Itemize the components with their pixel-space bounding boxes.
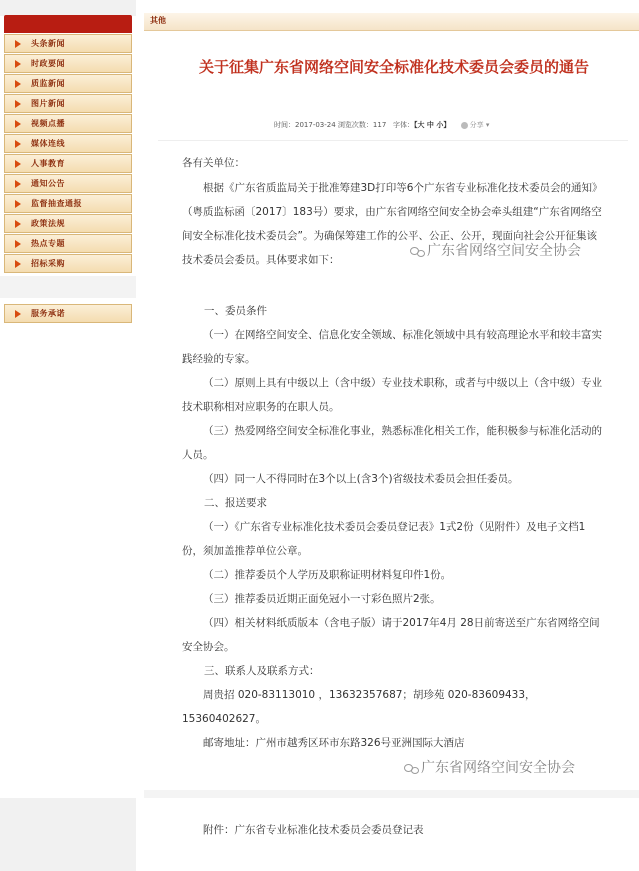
arrow-right-icon <box>15 200 21 208</box>
section-1-heading: 一、委员条件 <box>204 305 267 317</box>
arrow-right-icon <box>15 260 21 268</box>
left-sidebar <box>0 0 136 871</box>
section-3-heading: 三、联系人及联系方式： <box>204 665 320 677</box>
s2-item-3: （三）推荐委员近期正面免冠小一寸彩色照片2张。 <box>203 593 441 605</box>
views-label: 浏览次数： <box>337 121 373 129</box>
mailing-address: 邮寄地址：广州市越秀区环市东路326号亚洲国际大酒店 <box>203 737 465 749</box>
nav-item-inspection[interactable]: 监督抽查通报 <box>4 194 132 213</box>
arrow-right-icon <box>15 60 21 68</box>
time-label: 时间： <box>274 121 295 129</box>
nav-item-service-commitment[interactable]: 服务承诺 <box>4 304 132 323</box>
nav-menu <box>4 15 132 273</box>
nav-item-photo-news[interactable]: 图片新闻 <box>4 94 132 113</box>
s2-item-2: （二）推荐委员个人学历及职称证明材料复印件1份。 <box>203 569 452 581</box>
meta-divider <box>158 140 628 141</box>
watermark-1: 广东省网络空间安全协会 <box>410 240 581 260</box>
nav-item-media[interactable]: 媒体连线 <box>4 134 132 153</box>
salutation: 各有关单位： <box>182 157 245 169</box>
category-bar <box>144 13 639 31</box>
sidebar-bottom-band <box>0 798 136 871</box>
arrow-right-icon <box>15 220 21 228</box>
attachment-link[interactable]: 附件：广东省专业标准化技术委员会委员登记表 <box>203 824 424 836</box>
share-button[interactable]: 分享 ▾ <box>461 121 490 129</box>
nav-item-hr[interactable]: 人事教育 <box>4 154 132 173</box>
footer-band <box>144 790 639 798</box>
attachment-block <box>182 818 602 842</box>
wechat-icon <box>404 763 418 773</box>
nav-item-topics[interactable]: 热点专题 <box>4 234 132 253</box>
view-count: 117 <box>372 121 387 129</box>
nav-item-video[interactable]: 视频点播 <box>4 114 132 133</box>
section-2-heading: 二、报送要求 <box>204 497 267 509</box>
article-body <box>182 299 602 755</box>
nav-item-headline[interactable]: 头条新闻 <box>4 34 132 53</box>
category-label: 其他 <box>150 16 166 25</box>
nav-item-tender[interactable]: 招标采购 <box>4 254 132 273</box>
intro-paragraph: 根据《广东省质监局关于批准筹建3D打印等6个广东省专业标准化技术委员会的通知》（粤质监标函〔2017〕183号）要求，由广东省网络空间安全协会牵头组建“广东省网络空间安全标准化技术委员会”。为确保筹建工作的公平、公正、公开，现面向社会公开征集该技术委员会委员。具体要求如下： <box>182 182 602 266</box>
s1-item-1: （一）在网络空间安全、信息化安全领域、标准化领域中具有较高理论水平和较丰富实践经验的专家。 <box>182 329 602 365</box>
share-icon <box>461 122 468 129</box>
sidebar-top-band <box>0 0 136 16</box>
article-title: 关于征集广东省网络空间安全标准化技术委员会委员的通告 <box>198 58 589 76</box>
s1-item-2: （二）原则上具有中级以上（含中级）专业技术职称，或者与中级以上（含中级）专业技术职称相对应职务的在职人员。 <box>182 377 602 413</box>
arrow-right-icon <box>15 140 21 148</box>
arrow-right-icon <box>15 40 21 48</box>
nav-item-politics[interactable]: 时政要闻 <box>4 54 132 73</box>
nav-item-quality-news[interactable]: 质监新闻 <box>4 74 132 93</box>
s1-item-3: （三）热爱网络空间安全标准化事业，熟悉标准化相关工作，能积极参与标准化活动的人员。 <box>182 425 602 461</box>
article-panel <box>144 0 639 871</box>
publish-date: 2017-03-24 <box>295 121 336 129</box>
nav-item-notices[interactable]: 通知公告 <box>4 174 132 193</box>
arrow-right-icon <box>15 160 21 168</box>
service-menu <box>4 303 132 323</box>
font-size-switch[interactable]: 【大 中 小】 <box>413 121 451 129</box>
s1-item-4: （四）同一人不得同时在3个以上(含3个)省级技术委员会担任委员。 <box>203 473 519 485</box>
arrow-right-icon <box>15 240 21 248</box>
s2-item-4: （四）相关材料纸质版本（含电子版）请于2017年4月 28日前寄送至广东省网络空间安全协会。 <box>182 617 600 653</box>
arrow-right-icon <box>15 120 21 128</box>
font-label: 字体： <box>392 121 414 129</box>
nav-item-policy[interactable]: 政策法规 <box>4 214 132 233</box>
watermark-2: 广东省网络空间安全协会 <box>404 757 575 777</box>
sidebar-mid-band <box>0 276 136 298</box>
article-meta <box>274 120 574 130</box>
arrow-right-icon <box>15 180 21 188</box>
wechat-icon <box>410 246 424 256</box>
arrow-right-icon <box>15 100 21 108</box>
s2-item-1: （一）《广东省专业标准化技术委员会委员登记表》1式2份（见附件）及电子文档1份，须加盖推荐单位公章。 <box>182 521 586 557</box>
arrow-right-icon <box>15 310 21 318</box>
arrow-right-icon <box>15 80 21 88</box>
contacts: 周贵招 020-83113010 ，13632357687；胡珍苑 020-83609433，15360402627。 <box>182 689 536 725</box>
nav-menu-header <box>4 15 132 33</box>
